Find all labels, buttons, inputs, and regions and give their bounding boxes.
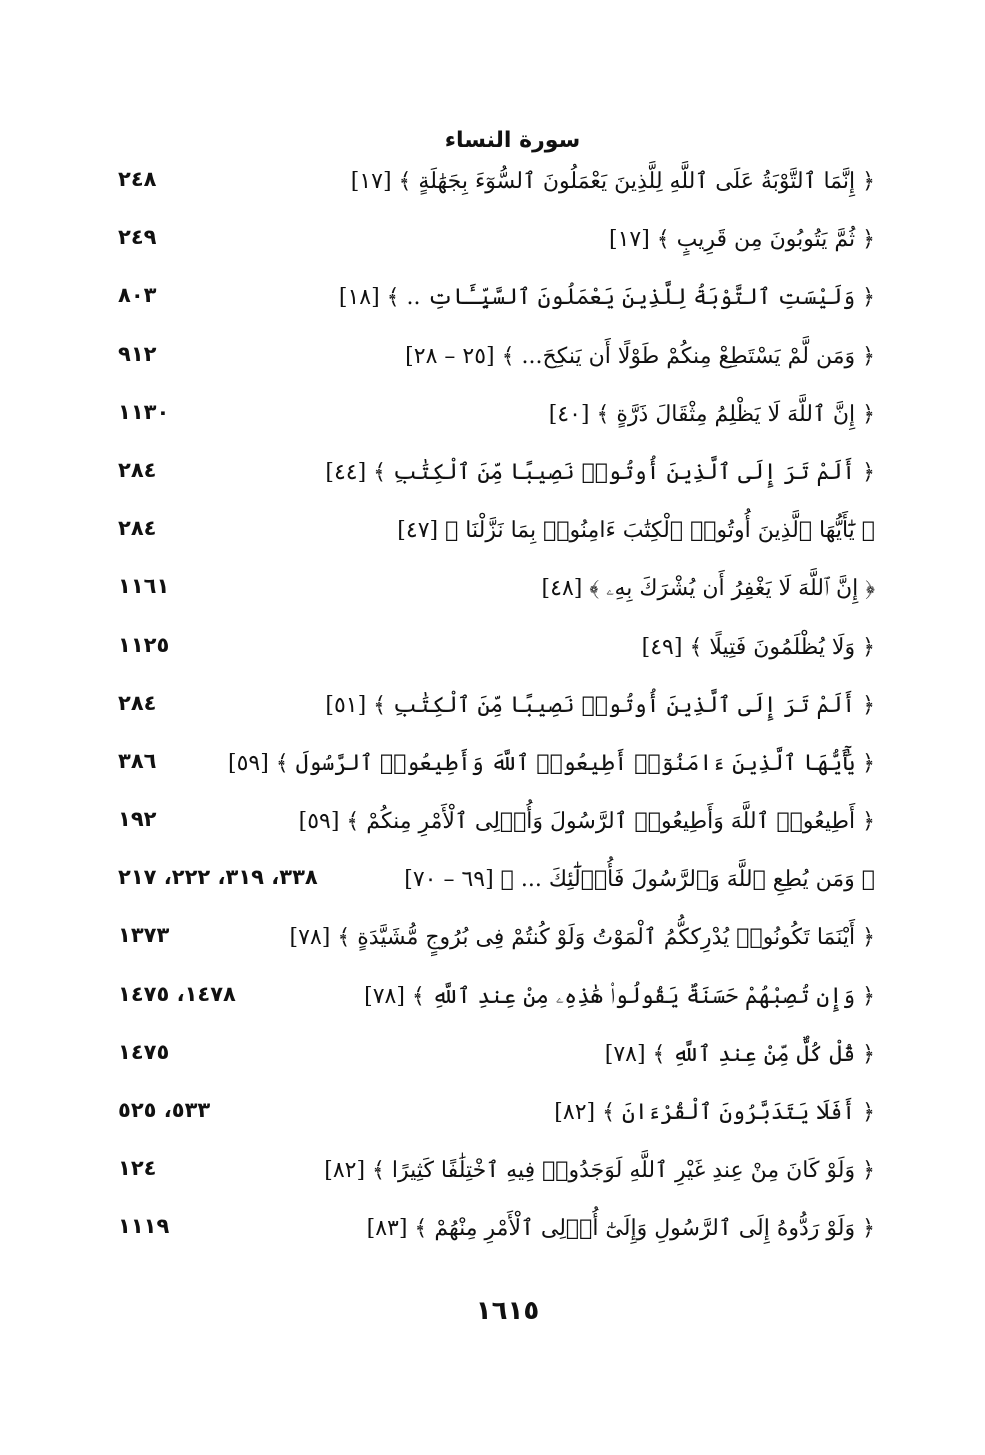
list-item <box>0 279 985 337</box>
verse-reference: ﴿ قُلْ كُلٌّ مِّنْ عِندِ ٱللَّهِ ﴾ [٧٨] <box>604 1041 875 1067</box>
list-item <box>0 1036 985 1094</box>
list-item <box>0 454 985 512</box>
list-item <box>0 861 985 919</box>
page-references: ١١٦١ <box>118 574 170 599</box>
verse-reference: ﴿ أَلَمْ تَرَ إِلَى ٱلَّذِينَ أُوتُوا۟ نَصِيبًا مِّنَ ٱلْكِتَٰبِ ﴾ [٥١] <box>325 692 875 718</box>
page-references: ٢٤٨ <box>118 167 157 191</box>
page-references: ٩١٢ <box>118 341 157 366</box>
list-item <box>0 919 985 977</box>
page-references: ٣٣٨، ٣١٩، ٢٢٢، ٢١٧ <box>118 865 318 890</box>
verse-reference: ﴿ وَمَن يُطِعِ ٱللَّهَ وَٱلرَّسُولَ فَأُو۟لَٰٓئِكَ ... ﴾ [٦٩ – ٧٠] <box>404 867 875 893</box>
list-item <box>0 1094 985 1152</box>
verse-reference: ﴿ أَلَمْ تَرَ إِلَى ٱلَّذِينَ أُوتُوا۟ نَصِيبًا مِّنَ ٱلْكِتَٰبِ ﴾ [٤٤] <box>325 459 875 485</box>
verse-reference: ﴿ أَفَلَا يَتَدَبَّرُونَ ٱلْقُرْءَانَ ﴾ [٨٢] <box>554 1100 875 1125</box>
page-references: ٨٠٣ <box>118 283 157 308</box>
surah-title: سورة النساء <box>444 128 581 153</box>
page-number: ١٦١٥ <box>475 1296 540 1326</box>
verse-reference: ﴿ وَلَا يُظْلَمُونَ فَتِيلًا ﴾ [٤٩] <box>641 634 875 660</box>
verse-reference: ﴿ وَإِن تُصِبْهُمْ حَسَنَةٌ يَقُولُوا۟ هَٰذِهِۦ مِنْ عِندِ ٱللَّهِ ﴾ [٧٨] <box>364 983 875 1009</box>
page-references: ١١٣٠ <box>118 399 170 424</box>
verse-index-list <box>0 163 985 1269</box>
verse-reference: ﴿ وَمَن لَّمْ يَسْتَطِعْ مِنكُمْ طَوْلًا أَن يَنكِحَ... ﴾ [٢٥ – ٢٨] <box>405 343 875 369</box>
list-item <box>0 570 985 628</box>
list-item <box>0 745 985 803</box>
verse-reference: ﴿ أَطِيعُوا۟ ٱللَّهَ وَأَطِيعُوا۟ ٱلرَّسُولَ وَأُو۟لِى ٱلْأَمْرِ مِنكُمْ ﴾ [٥٩] <box>298 809 875 835</box>
verse-reference: ﴿ وَلَوْ رَدُّوهُ إِلَى ٱلرَّسُولِ وَإِلَىٰٓ أُو۟لِى ٱلْأَمْرِ مِنْهُمْ ﴾ [٨٣] <box>366 1216 875 1242</box>
list-item <box>0 687 985 745</box>
page-references: ٢٨٤ <box>118 516 157 541</box>
verse-reference: ﴿ ثُمَّ يَتُوبُونَ مِن قَرِيبٍ ﴾ [١٧] <box>608 227 875 253</box>
verse-reference: ﴿ أَيْنَمَا تَكُونُوا۟ يُدْرِككُّمُ ٱلْمَوْتُ وَلَوْ كُنتُمْ فِى بُرُوجٍ مُّشَيَّدَةٍ ﴾ [٧٨] <box>289 925 875 951</box>
page-references: ٣٨٦ <box>118 748 157 773</box>
page-references: ١١١٩ <box>118 1214 170 1239</box>
page-references: ٢٨٤ <box>118 457 157 482</box>
list-item <box>0 338 985 396</box>
verse-reference: ﴿ وَلَوْ كَانَ مِنْ عِندِ غَيْرِ ٱللَّهِ لَوَجَدُوا۟ فِيهِ ٱخْتِلَٰفًا كَثِيرًا ﴾ [٨٢] <box>324 1158 875 1184</box>
verse-reference: ﴿ يَٰٓأَيُّهَا ٱلَّذِينَ أُوتُوا۟ ٱلْكِتَٰبَ ءَامِنُوا۟ بِمَا نَزَّلْنَا ﴾ [٤٧] <box>397 518 875 544</box>
page-references: ١٩٢ <box>118 807 157 832</box>
verse-reference: ﴿ يَٰٓأَيُّهَا ٱلَّذِينَ ءَامَنُوٓا۟ أَطِيعُوا۟ ٱللَّهَ وَأَطِيعُوا۟ ٱلرَّسُولَ ﴾ [٥٩] <box>227 750 875 776</box>
list-item <box>0 629 985 687</box>
verse-reference: ﴿ إِنَّمَا ٱلتَّوْبَةُ عَلَى ٱللَّهِ لِلَّذِينَ يَعْمَلُونَ ٱلسُّوٓءَ بِجَهَٰلَةٍ ﴾ [١٧] <box>350 169 875 194</box>
page-references: ١٤٧٥ <box>118 1039 170 1064</box>
verse-reference: ﴿ إِنَّ ٱللَّهَ لَا يَغْفِرُ أَن يُشْرَكَ بِهِۦ ﴾ [٤٨] <box>541 576 875 602</box>
list-item <box>0 163 985 221</box>
list-item <box>0 978 985 1036</box>
page-references: ٢٤٩ <box>118 225 157 250</box>
page-references: ٢٨٤ <box>118 690 157 715</box>
list-item <box>0 221 985 279</box>
page-references: ١٣٧٣ <box>118 923 170 948</box>
list-item <box>0 396 985 454</box>
page-references: ٥٣٣، ٥٢٥ <box>118 1098 211 1122</box>
list-item <box>0 1152 985 1210</box>
list-item <box>0 1210 985 1268</box>
list-item <box>0 803 985 861</box>
list-item <box>0 512 985 570</box>
page-references: ١٢٤ <box>118 1156 157 1181</box>
page-references: ١٤٧٨، ١٤٧٥ <box>118 981 236 1006</box>
verse-reference: ﴿ وَلَيْسَتِ ٱلتَّوْبَةُ لِلَّذِينَ يَعْمَلُونَ ٱلسَّيِّـَٔاتِ .. ﴾ [١٨] <box>338 285 875 311</box>
verse-reference: ﴿ إِنَّ ٱللَّهَ لَا يَظْلِمُ مِثْقَالَ ذَرَّةٍ ﴾ [٤٠] <box>548 401 875 427</box>
page-references: ١١٢٥ <box>118 632 170 657</box>
